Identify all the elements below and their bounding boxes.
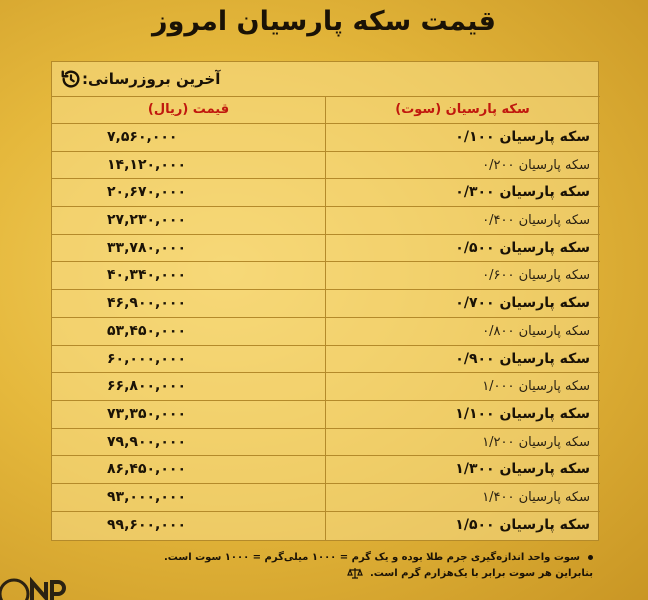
coin-name: سکه پارسیان ۱/۳۰۰ <box>455 461 590 478</box>
coin-name: سکه پارسیان ۰/۴۰۰ <box>482 213 590 229</box>
table-row <box>52 373 600 401</box>
coin-name: سکه پارسیان ۰/۲۰۰ <box>482 157 590 173</box>
table-row <box>52 207 600 235</box>
last-update-label: آخرین بروزرسانی: <box>82 70 221 88</box>
scale-icon <box>347 567 363 579</box>
coin-name: سکه پارسیان ۰/۷۰۰ <box>455 295 590 312</box>
coin-price: ۹۹,۶۰۰,۰۰۰ <box>107 516 186 533</box>
coin-name: سکه پارسیان ۱/۱۰۰ <box>455 405 590 422</box>
coin-price: ۳۳,۷۸۰,۰۰۰ <box>107 239 186 256</box>
price-table <box>51 61 599 541</box>
bullet-icon <box>588 555 593 560</box>
coin-price: ۴۶,۹۰۰,۰۰۰ <box>107 295 186 312</box>
coin-price: ۷۹,۹۰۰,۰۰۰ <box>107 433 186 450</box>
table-row <box>52 152 600 180</box>
table-row <box>52 346 600 374</box>
coin-price: ۸۶,۴۵۰,۰۰۰ <box>107 461 186 478</box>
brand-logo-icon <box>0 570 70 600</box>
footnote-text: بنابراین هر سوت برابر با یک‌هزارم گرم است. <box>370 568 593 579</box>
coin-price: ۴۰,۳۴۰,۰۰۰ <box>107 267 186 284</box>
table-row <box>52 318 600 346</box>
table-row <box>52 179 600 207</box>
coin-price: ۶۶,۸۰۰,۰۰۰ <box>107 378 186 395</box>
coin-name: سکه پارسیان ۰/۵۰۰ <box>455 239 590 256</box>
coin-price: ۷۳,۳۵۰,۰۰۰ <box>107 405 186 422</box>
coin-name: سکه پارسیان ۱/۲۰۰ <box>482 434 590 450</box>
footnote-text: سوت واحد اندازه‌گیری جرم طلا بوده و یک گرم = ۱۰۰۰ میلی‌گرم = ۱۰۰۰ سوت است. <box>164 552 580 563</box>
coin-name: سکه پارسیان ۱/۴۰۰ <box>482 489 590 505</box>
table-body <box>52 124 600 539</box>
table-row <box>52 124 600 152</box>
last-update-row <box>52 62 600 97</box>
coin-name: سکه پارسیان ۰/۸۰۰ <box>482 323 590 339</box>
footnote-line <box>53 550 593 566</box>
table-row <box>52 235 600 263</box>
table-row <box>52 401 600 429</box>
table-row <box>52 290 600 318</box>
coin-name: سکه پارسیان ۰/۹۰۰ <box>455 350 590 367</box>
coin-name: سکه پارسیان ۱/۵۰۰ <box>455 516 590 533</box>
table-row <box>52 456 600 484</box>
price-column-header: قیمت (ریال) <box>147 102 230 117</box>
coin-price: ۱۴,۱۲۰,۰۰۰ <box>107 156 186 173</box>
coin-price: ۷,۵۶۰,۰۰۰ <box>107 129 178 145</box>
name-column-header: سکه پارسیان (سوت) <box>395 102 530 117</box>
table-row <box>52 484 600 512</box>
coin-name: سکه پارسیان ۰/۶۰۰ <box>482 268 590 284</box>
footnotes <box>53 550 593 582</box>
coin-price: ۲۷,۲۳۰,۰۰۰ <box>107 212 186 229</box>
table-header <box>52 97 600 124</box>
coin-name: سکه پارسیان ۰/۱۰۰ <box>455 129 590 145</box>
coin-name: سکه پارسیان ۱/۰۰۰ <box>482 379 590 395</box>
refresh-clock-icon <box>60 68 82 90</box>
coin-name: سکه پارسیان ۰/۳۰۰ <box>455 184 590 201</box>
coin-price: ۹۳,۰۰۰,۰۰۰ <box>107 488 186 505</box>
coin-price: ۶۰,۰۰۰,۰۰۰ <box>107 350 186 367</box>
coin-price: ۲۰,۶۷۰,۰۰۰ <box>107 184 186 201</box>
table-row <box>52 512 600 540</box>
coin-price: ۵۳,۴۵۰,۰۰۰ <box>107 322 186 339</box>
page-title: قیمت سکه پارسیان امروز <box>152 6 496 37</box>
table-row <box>52 262 600 290</box>
footnote-line <box>53 566 593 582</box>
table-row <box>52 429 600 457</box>
